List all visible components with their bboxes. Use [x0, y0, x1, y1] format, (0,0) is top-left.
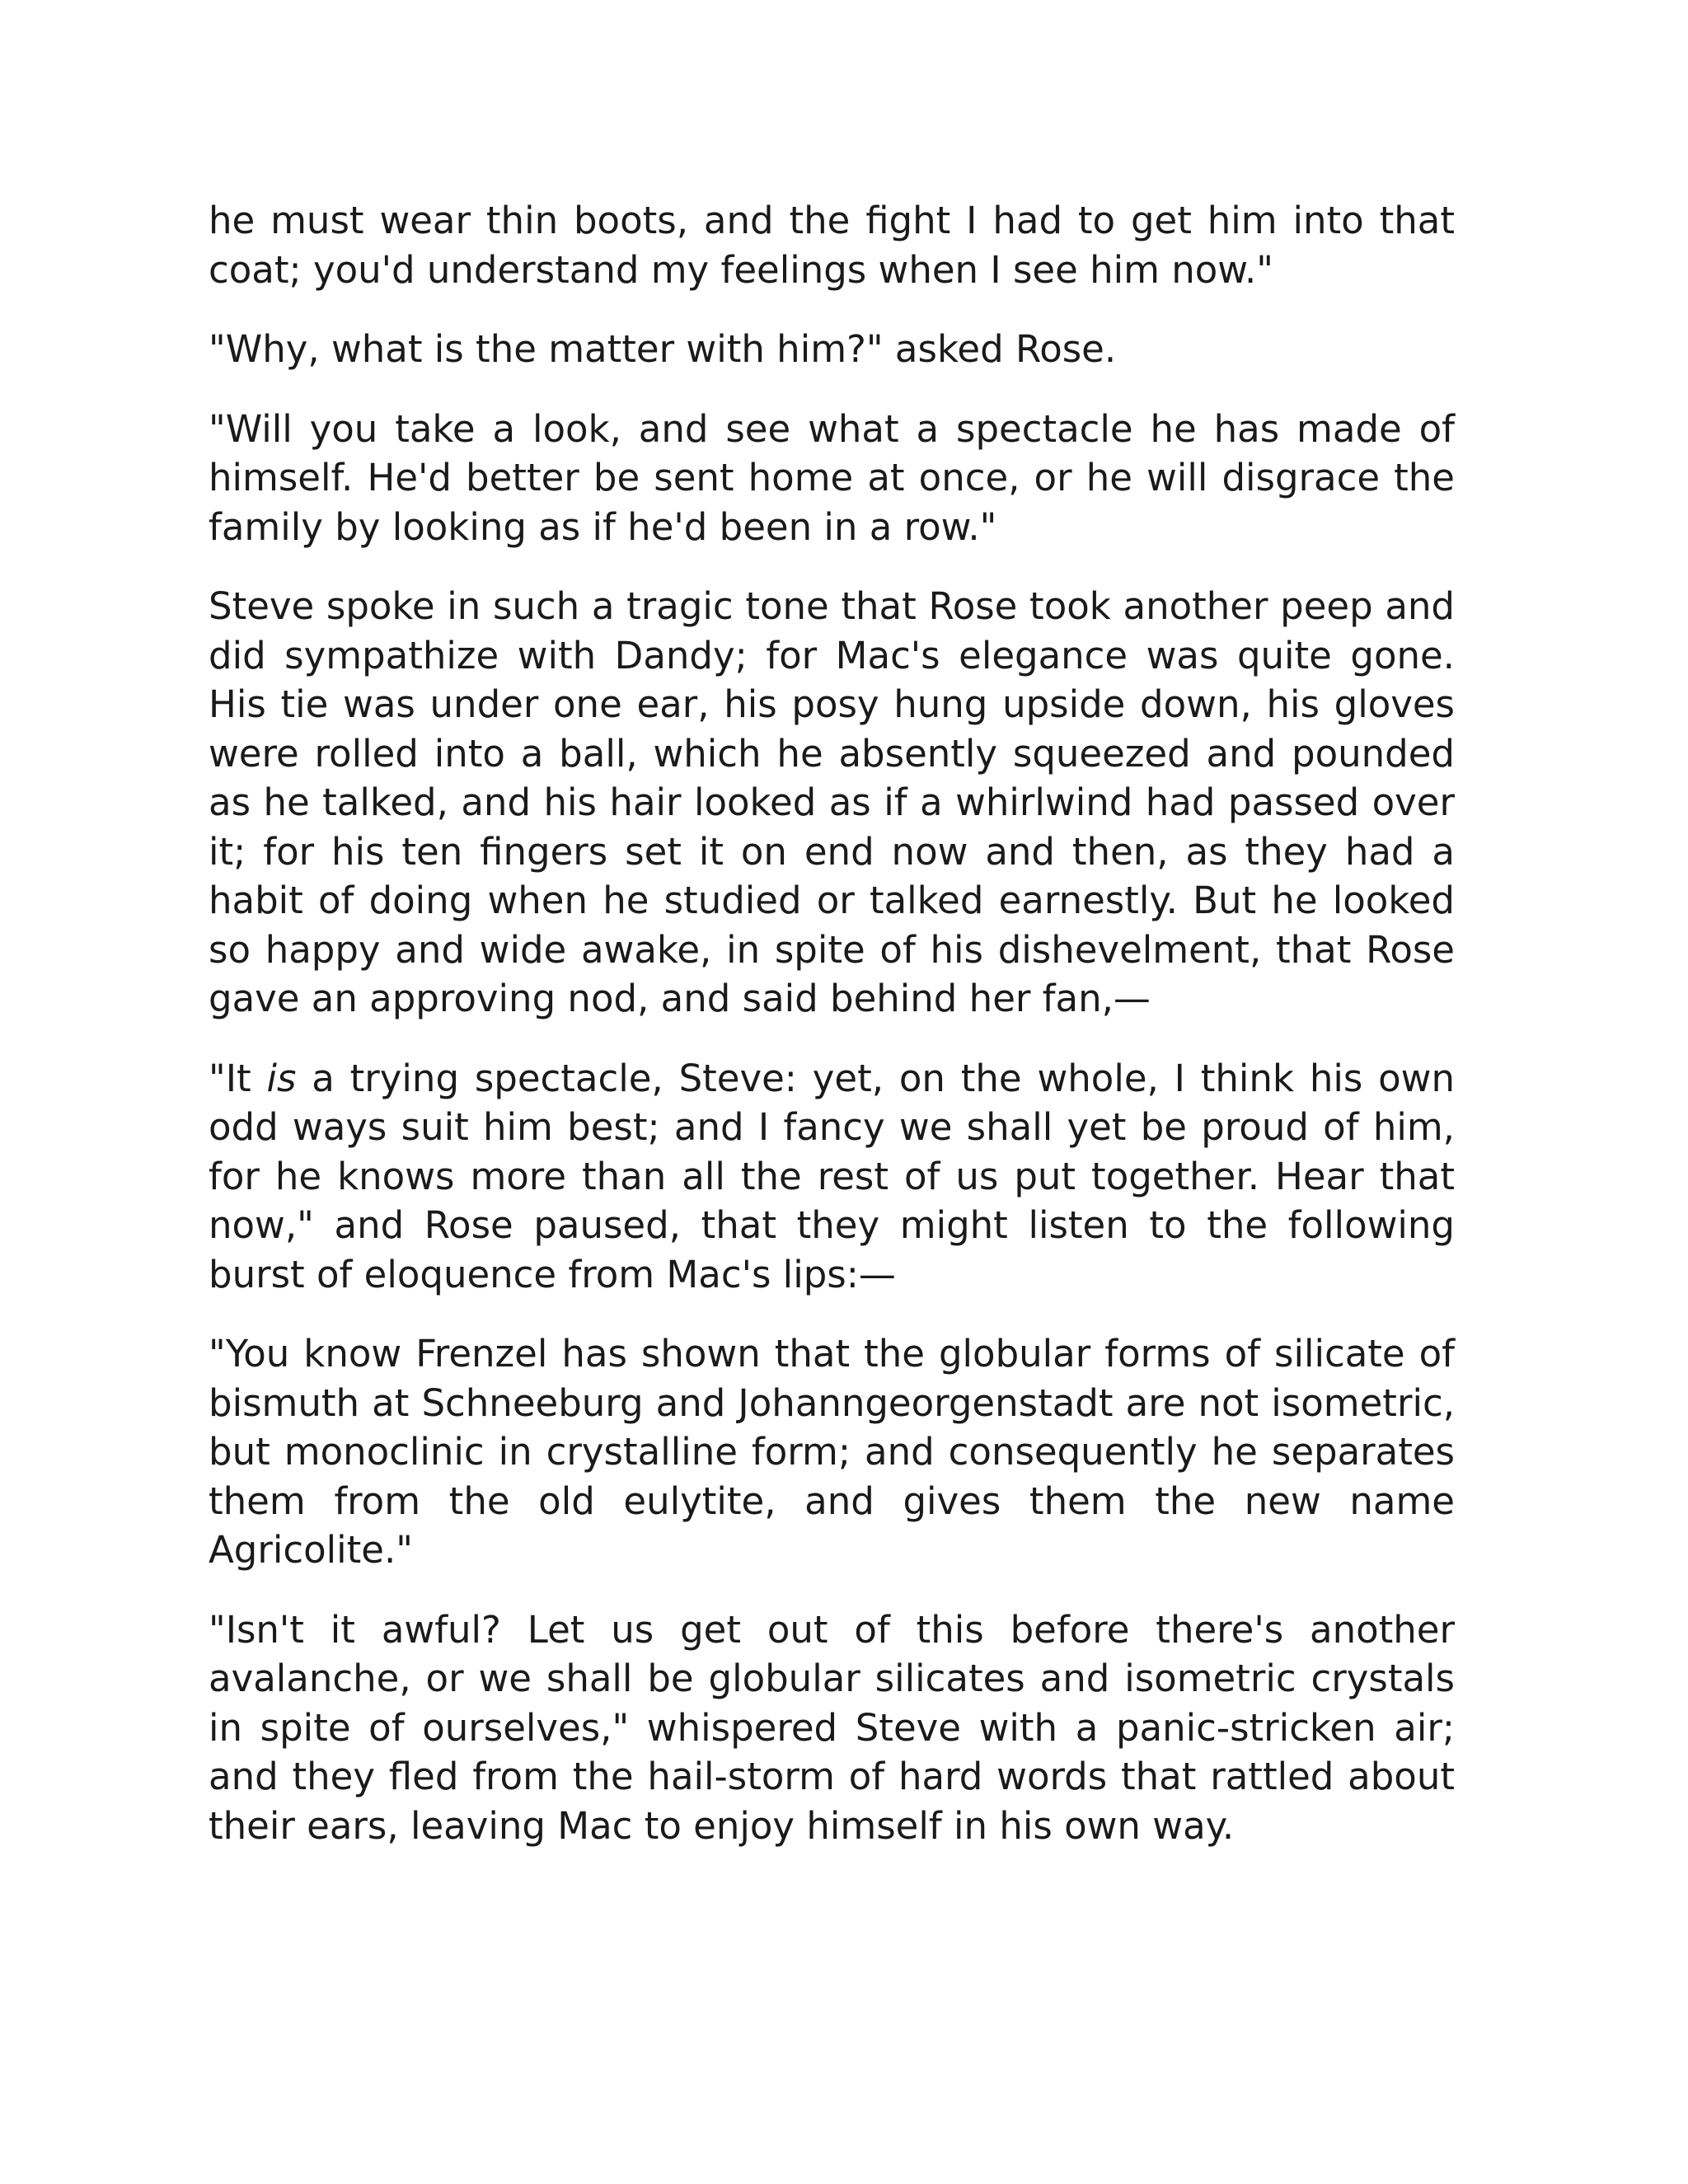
paragraph-5-rest: a trying spectacle, Steve: yet, on the whole, I think his own odd ways suit him best; and I fancy we shall yet be proud of him, for he knows more than all the rest of us put together. Hear that now," and Rose paused, that they might listen to the following burst of eloquence from Mac's lips:— — [209, 1056, 1455, 1296]
paragraph-2: "Why, what is the matter with him?" asked Rose. — [209, 327, 1117, 371]
paragraph-7: "Isn't it awful? Let us get out of this before there's another avalanche, or we shall be globular silicates and isometric crystals in spite of ourselves," whispered Steve with a panic-stricken air; and they fled from the hail-storm of hard words that rattled about their ears, leaving Mac to enjoy himself in his own way. — [209, 1607, 1455, 1848]
paragraph-5-start: "It — [209, 1056, 267, 1100]
emphasized-word: is — [266, 1056, 297, 1100]
paragraph-6: "You know Frenzel has shown that the globular forms of silicate of bismuth at Schneeburg and Johanngeorgenstadt are not isometric, but monoclinic in crystalline form; and consequently he separates them from the old eulytite, and gives them the new name Agricolite." — [209, 1332, 1455, 1572]
paragraph-3: "Will you take a look, and see what a spectacle he has made of himself. He'd better be sent home at once, or he will disgrace the family by looking as if he'd been in a row." — [209, 406, 1455, 549]
paragraph-1: he must wear thin boots, and the fight I had to get him into that coat; you'd understand my feelings when I see him now." — [209, 199, 1455, 292]
paragraph-5 — [209, 1054, 1455, 1300]
paragraph-4: Steve spoke in such a tragic tone that Rose took another peep and did sympathize with Dandy; for Mac's elegance was quite gone. His tie was under one ear, his posy hung upside down, his gloves were rolled into a ball, which he absently squeezed and pounded as he talked, and his hair looked as if a whirlwind had passed over it; for his ten fingers set it on end now and then, as they had a habit of doing when he studied or talked earnestly. But he looked so happy and wide awake, in spite of his dishevelment, that Rose gave an approving nod, and said behind her fan,— — [209, 584, 1455, 1020]
page-body — [209, 196, 1455, 1881]
